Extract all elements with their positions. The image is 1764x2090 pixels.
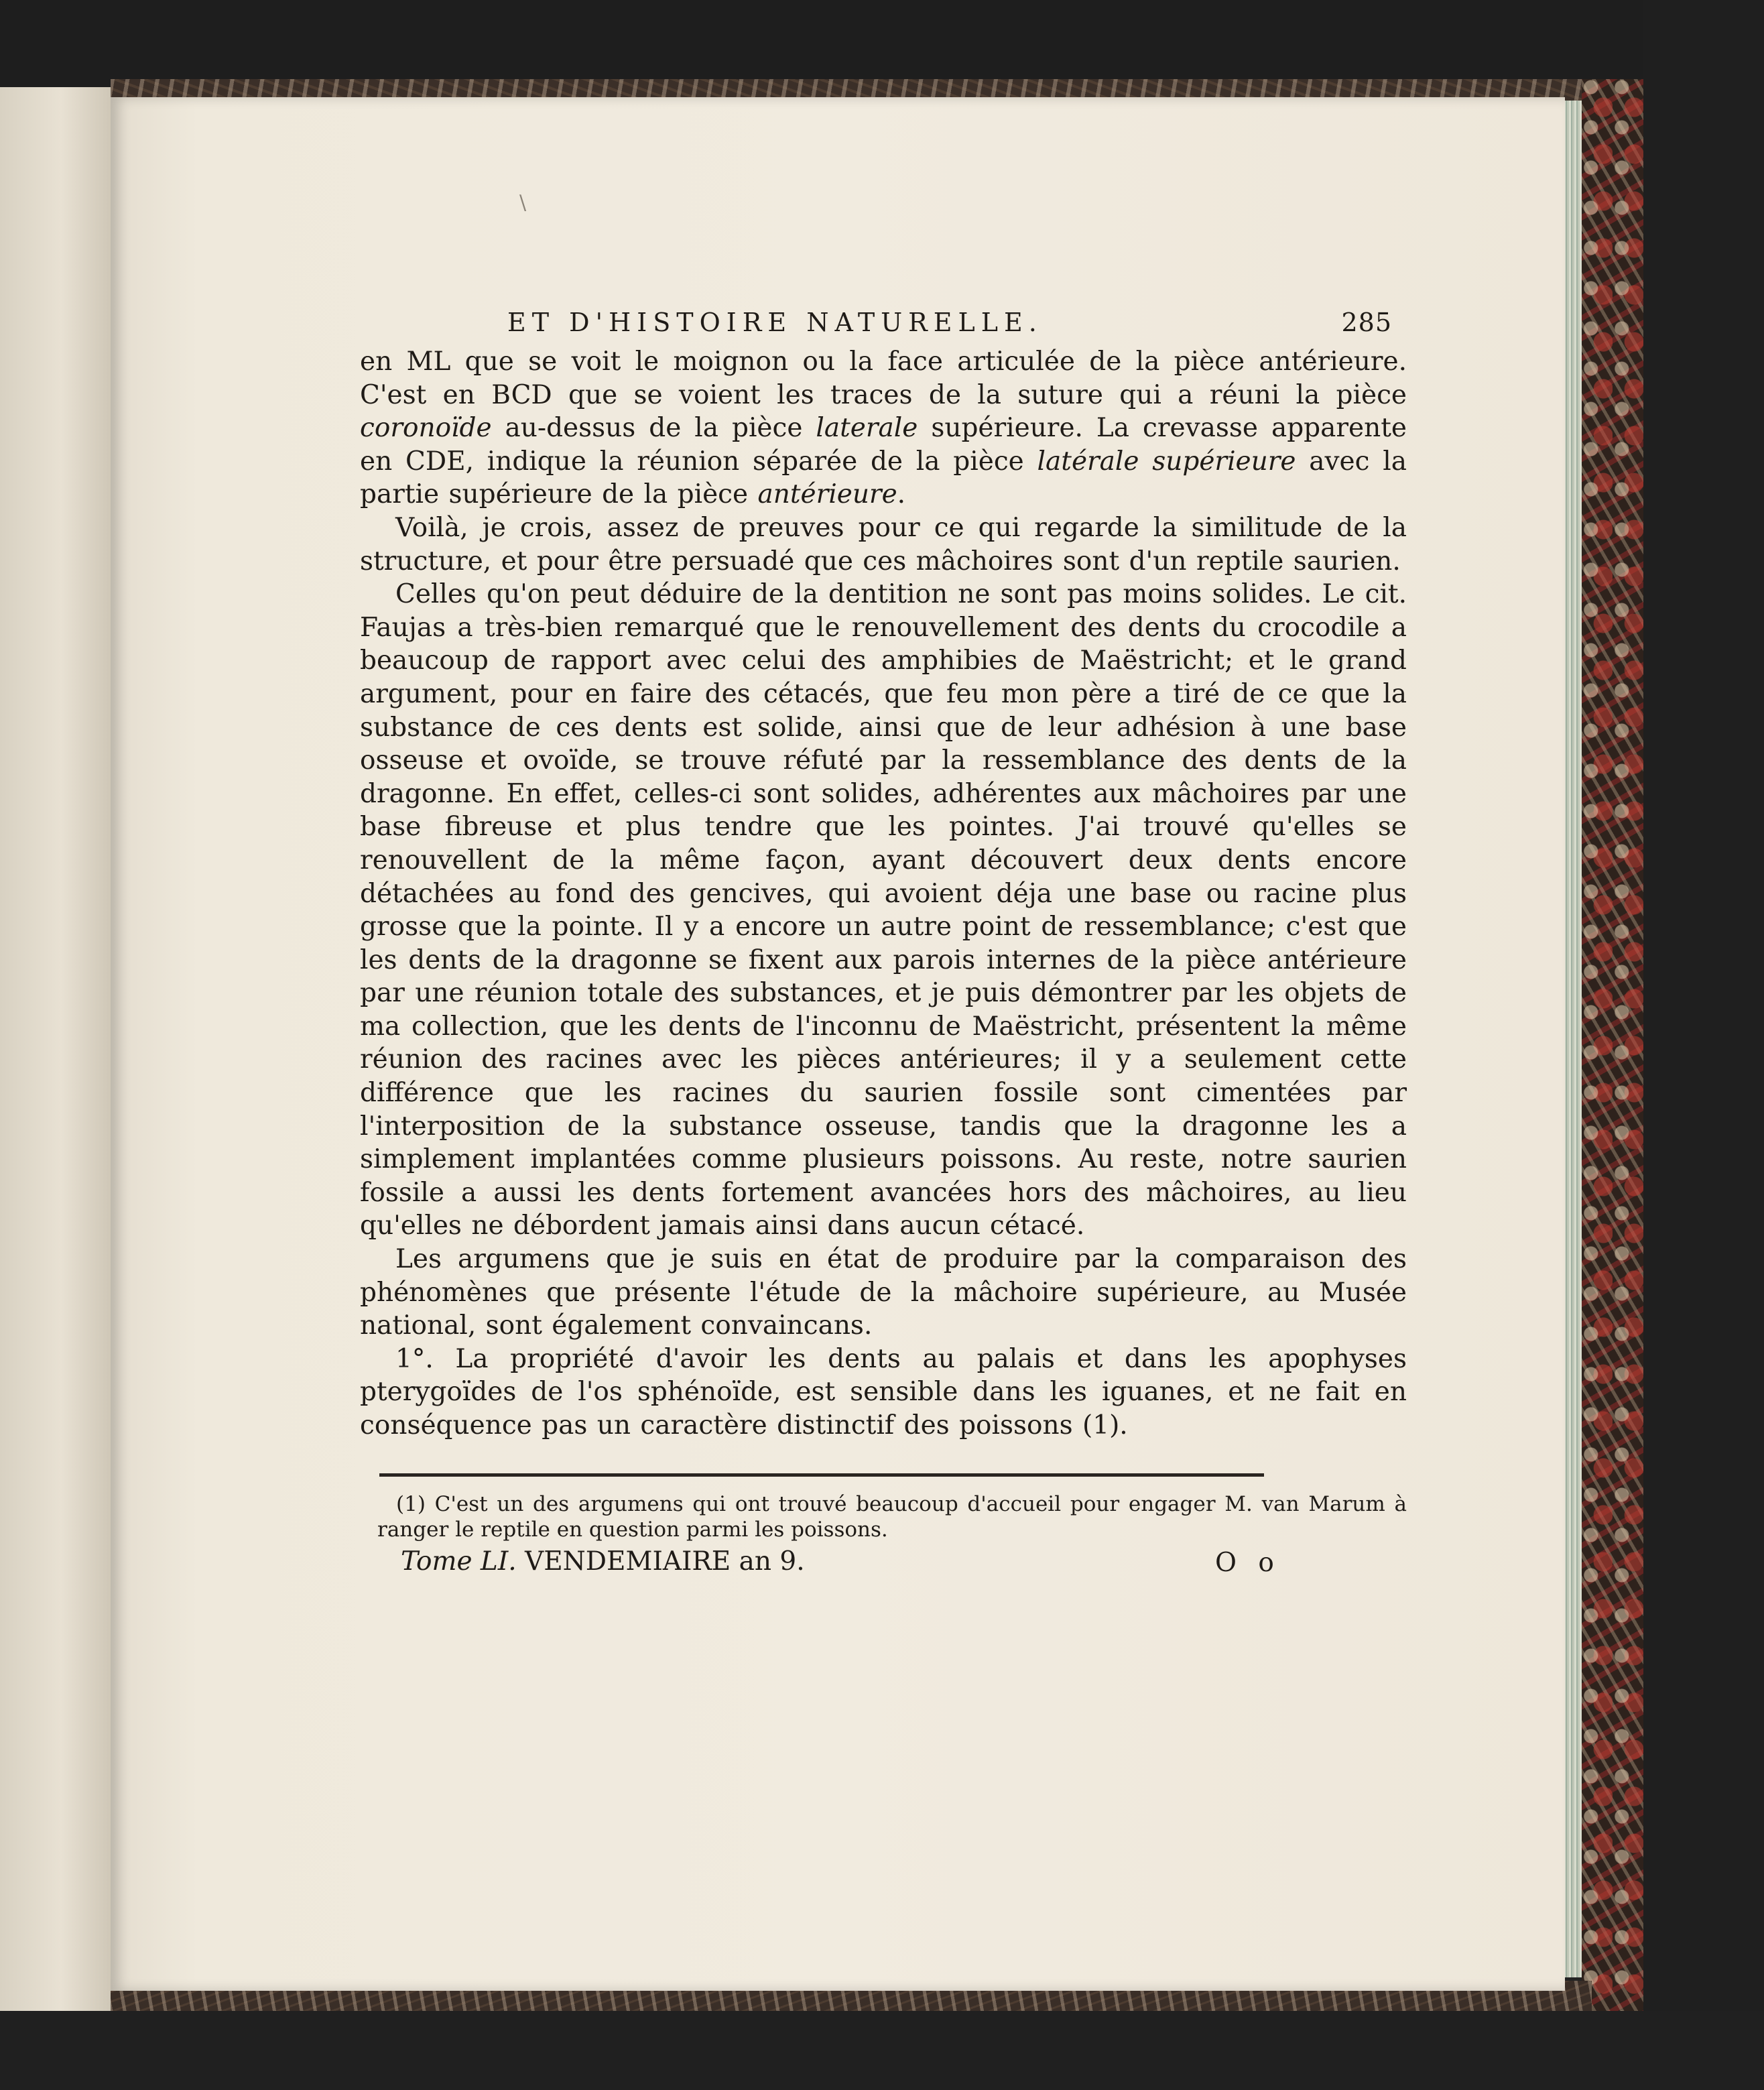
text-run: avec la partie supérieure de la pièce xyxy=(360,446,1407,510)
paragraph xyxy=(360,578,1407,1243)
body-text xyxy=(360,345,1407,1442)
signature-line xyxy=(360,1546,1407,1587)
book-page xyxy=(111,97,1565,1991)
paragraph xyxy=(360,1343,1407,1442)
text-run: Voilà, je crois, assez de preuves pour ce qui regarde la similitude de la structure, et pour être persuadé que ces mâchoires sont d'un reptile saurien. xyxy=(360,512,1407,576)
italic-term: latérale supérieure xyxy=(1037,446,1296,477)
paragraph xyxy=(360,345,1407,511)
italic-term: coronoïde xyxy=(360,413,492,444)
background-right xyxy=(1643,0,1764,2090)
volume-issue xyxy=(401,1546,805,1577)
issue-label: VENDEMIAIRE an 9. xyxy=(525,1546,805,1577)
italic-term: laterale xyxy=(816,413,918,444)
paragraph xyxy=(360,511,1407,578)
running-head: ET D'HISTOIRE NATURELLE. xyxy=(507,308,1043,337)
left-page-edge xyxy=(0,87,111,2011)
volume-label: Tome LI. xyxy=(401,1546,517,1577)
page-content xyxy=(360,308,1407,1910)
paragraph xyxy=(360,1243,1407,1343)
signature-mark: O o xyxy=(1215,1547,1281,1578)
page-number: 285 xyxy=(1341,308,1392,337)
text-run: . xyxy=(897,479,906,510)
text-run: Celles qu'on peut déduire de la dentition ne sont pas moins solides. Le cit. Faujas a très-bien remarqué que le renouvellement des dents du crocodile a beaucoup de rapport avec celui des amphibies de Maëstricht; et le grand argument, pour en faire des cétacés, que feu mon père a tiré de ce que la substance de ces dents est solide, ainsi que de leur adhésion à une base osseuse et ovoïde, se trouve réfuté par la ressemblance des dents de la dragonne. En effet, celles-ci sont solides, adhérentes aux mâchoires par une base fibreuse et plus tendre que les pointes. J'ai trouvé qu'elles se renouvellent de la même façon, ayant découvert deux dents encore détachées au fond des gencives, qui avoient déja une base ou racine plus grosse que la pointe. Il y a encore un autre point de ressemblance; c'est que les dents de la dragonne se fixent aux parois internes de la pièce antérieure par une réunion totale des substances, et je puis démontrer par les objets de ma collection, que les dents de l'inconnu de Maëstricht, présentent la même réunion des racines avec les pièces antérieures; il y a seulement cette différence que les racines du saurien fossile sont cimentées par l'interposition de la substance osseuse, tandis que la dragonne les a simplement implantées comme plusieurs poissons. Au reste, notre saurien fossile a aussi les dents fortement avancées hors des mâchoires, au lieu qu'elles ne débordent jamais ainsi dans aucun cétacé. xyxy=(360,579,1407,1241)
footnote xyxy=(360,1491,1407,1542)
page-header xyxy=(360,308,1407,345)
text-run: en ML que se voit le moignon ou la face articulée de la pièce antérieure. C'est en BCD que se voient les traces de la suture qui a réuni la pièce xyxy=(360,347,1407,410)
italic-term: antérieure xyxy=(757,479,897,510)
text-run: supérieure. La crevasse apparente en CDE, indique la réunion séparée de la pièce xyxy=(360,413,1407,477)
text-run: au-dessus de la pièce xyxy=(491,413,816,444)
footnote-rule xyxy=(379,1473,1264,1477)
marbled-cover-board xyxy=(1582,79,1643,2016)
background-bottom xyxy=(0,2011,1764,2090)
text-run: 1°. La propriété d'avoir les dents au palais et dans les apophyses pterygoïdes de l'os sphénoïde, est sensible dans les iguanes, et ne fait en conséquence pas un caractère distinctif des poissons (1). xyxy=(360,1343,1407,1440)
page-blemish: \ xyxy=(519,191,527,214)
text-run: Les argumens que je suis en état de produire par la comparaison des phénomènes que présente l'étude de la mâchoire supérieure, au Musée national, sont également convaincans. xyxy=(360,1244,1407,1341)
footnote-text: (1) C'est un des argumens qui ont trouvé beaucoup d'accueil pour engager M. van Marum à ranger le reptile en question parmi les poissons. xyxy=(377,1491,1407,1542)
